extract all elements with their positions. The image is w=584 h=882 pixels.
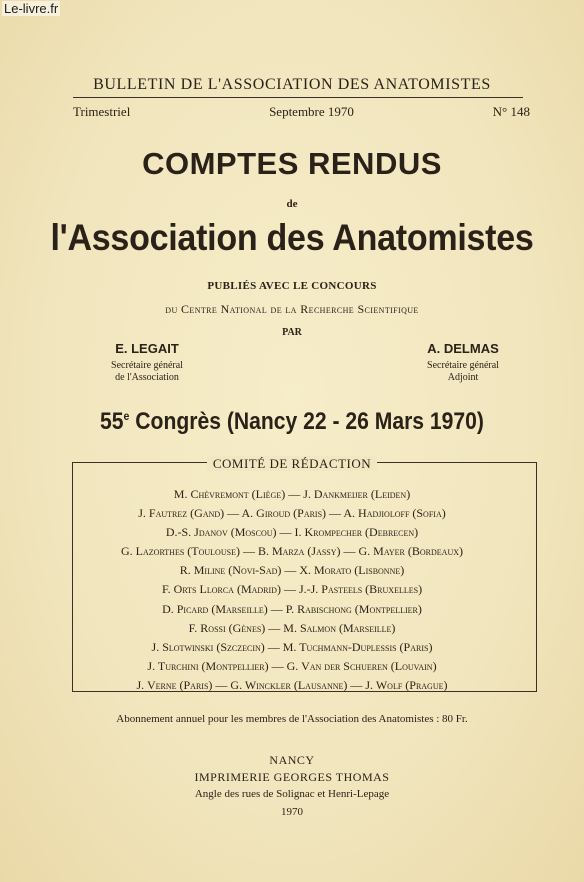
watermark: Le-livre.fr (4, 1, 59, 16)
member-line: F. Rossi (Gènes) — M. Salmon (Marseille) (188, 620, 396, 635)
publies-line: PUBLIÉS AVEC LE CONCOURS (207, 280, 377, 292)
issue-number: N° 148 (492, 104, 530, 119)
bulletin-title: BULLETIN DE L'ASSOCIATION DES ANATOMISTES (93, 76, 491, 93)
printer-name: IMPRIMERIE GEORGES THOMAS (194, 770, 390, 784)
member-line: M. Chèvremont (Liège) — J. Dankmeijer (Leiden) (173, 487, 411, 501)
title-comptes-rendus: COMPTES RENDUS (142, 146, 442, 181)
congres-sup: e (123, 409, 130, 423)
member-line: J. Verne (Paris) — G. Winckler (Lausanne) — J. Wolf (Prague) (136, 677, 448, 692)
secretary-left-name: E. LEGAIT (115, 341, 179, 356)
congres-title (35, 408, 549, 436)
periodicity: Trimestriel (73, 104, 131, 119)
issue-line (73, 104, 530, 120)
member-line: D.-S. Jdanov (Moscou) — I. Krompecher (Debrecen) (165, 525, 419, 540)
header-rule (73, 97, 523, 98)
printer-address: Angle des rues de Solignac et Henri-Lepage (194, 788, 390, 800)
secretary-right-name: A. DELMAS (427, 341, 499, 356)
secretary-right (398, 341, 528, 384)
secretary-left-role2: de l'Association (115, 372, 179, 383)
member-line: F. Orts Llorca (Madrid) — J.-J. Pasteels (Bruxelles) (161, 582, 423, 597)
centre-line: du Centre National de la Recherche Scientifique (165, 302, 419, 316)
congres-text: Congrès (Nancy 22 - 26 Mars 1970) (129, 408, 484, 435)
issue-date: Septembre 1970 (269, 104, 354, 119)
member-line: D. Picard (Marseille) — P. Rabischong (Montpellier) (162, 601, 422, 616)
title-de: de (286, 198, 298, 210)
secretary-left-role1: Secrétaire général (111, 360, 183, 371)
secretary-left (82, 341, 212, 384)
title-association: l'Association des Anatomistes (50, 217, 534, 258)
member-line: J. Fautrez (Gand) — A. Giroud (Paris) — A. Hadjioloff (Sofia) (138, 506, 446, 521)
printer-city: NANCY (269, 753, 315, 767)
abonnement-note: Abonnement annuel pour les membres de l'Association des Anatomistes : 80 Fr. (116, 713, 468, 725)
comite-title (0, 455, 584, 473)
congres-number: 55 (100, 408, 124, 435)
member-line: G. Lazorthes (Toulouse) — B. Marza (Jassy) — G. Mayer (Bordeaux) (121, 544, 463, 559)
printer-year: 1970 (281, 806, 303, 818)
comite-title-text: COMITÉ DE RÉDACTION (207, 456, 377, 471)
member-line: J. Turchini (Montpellier) — G. Van der Schueren (Louvain) (147, 658, 437, 673)
secretary-right-role1: Secrétaire général (427, 360, 499, 371)
secretary-right-role2: Adjoint (447, 372, 479, 383)
comite-members (0, 485, 584, 695)
par-label: PAR (282, 327, 302, 338)
member-line: J. Slotwinski (Szczecin) — M. Tuchmann-Duplessis (Paris) (151, 639, 433, 654)
member-line: R. Miline (Novi-Sad) — X. Morato (Lisbonne) (179, 563, 405, 578)
